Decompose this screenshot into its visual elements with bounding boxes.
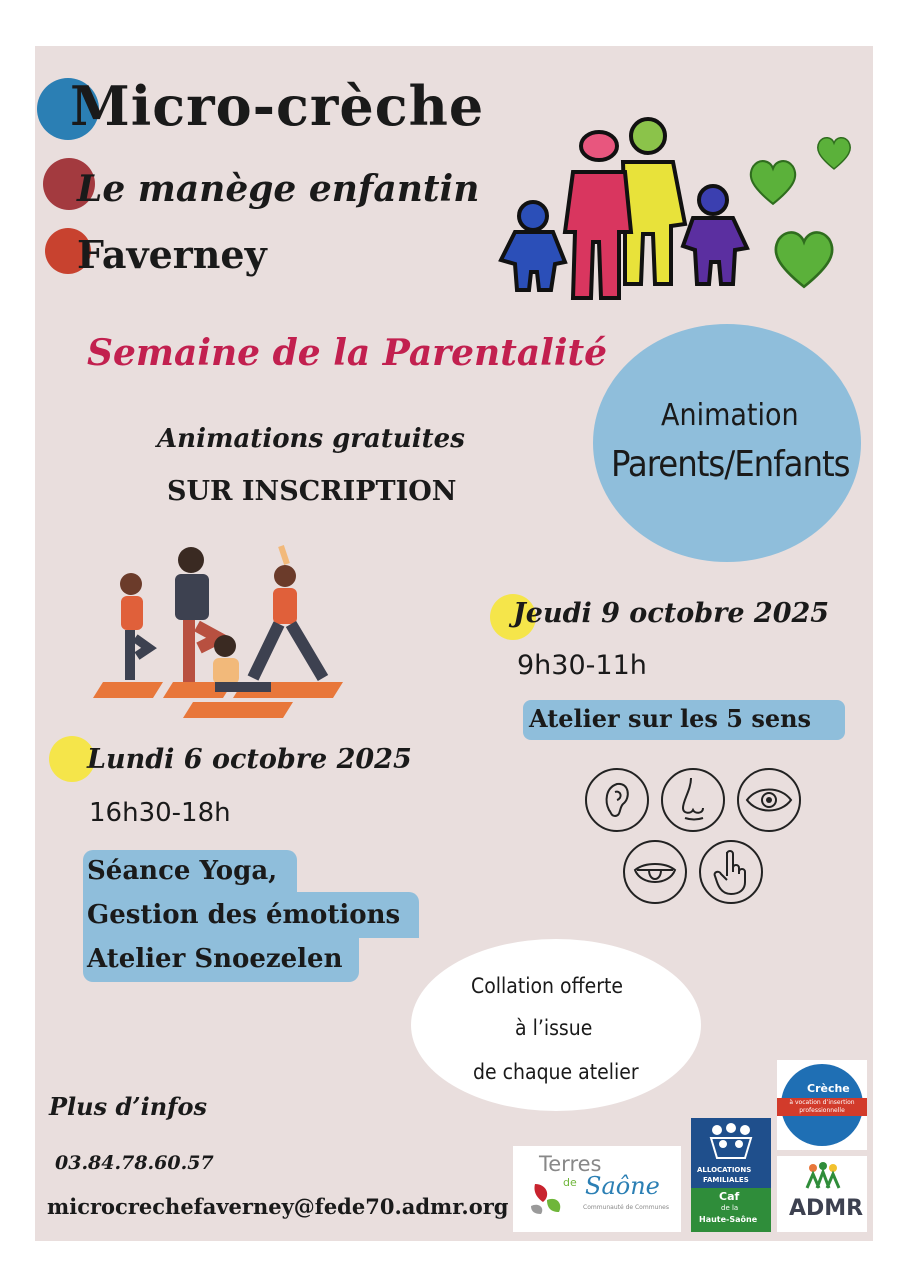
- caf-logo: [691, 1118, 771, 1232]
- snack-line-2: à l’issue: [515, 1016, 593, 1040]
- creche-insertion-logo: [777, 1060, 867, 1150]
- nose-icon: [661, 768, 725, 832]
- admr-text: ADMR: [789, 1196, 864, 1221]
- thursday-activity: Atelier sur les 5 sens: [529, 704, 812, 733]
- monday-activity-line: Atelier Snoezelen: [87, 944, 343, 974]
- creche-sub: à vocation d’insertion professionnelle: [789, 1099, 855, 1114]
- heart-icon: [815, 134, 853, 172]
- caf-line-5: Haute-Saône: [699, 1215, 758, 1224]
- bubble-line-1: Animation: [661, 398, 799, 433]
- monday-time: 16h30-18h: [89, 798, 231, 828]
- caf-family-icon: [705, 1122, 757, 1162]
- yoga-illustration: [93, 542, 353, 722]
- terres-de: de: [563, 1176, 577, 1189]
- leaf-icon: [527, 1178, 567, 1218]
- contact-phone: 03.84.78.60.57: [55, 1152, 214, 1174]
- creche-title: Crèche: [807, 1082, 850, 1095]
- touch-hand-icon: [699, 840, 763, 904]
- snack-line-1: Collation offerte: [471, 974, 624, 998]
- eye-icon: [737, 768, 801, 832]
- terres-line-2: Saône: [585, 1172, 660, 1200]
- ear-icon: [585, 768, 649, 832]
- bubble-line-2: Parents/Enfants: [611, 444, 850, 485]
- monday-activity-line: Gestion des émotions: [87, 900, 401, 930]
- title: Micro-crèche: [70, 74, 485, 138]
- admr-logo: [777, 1156, 867, 1232]
- caf-line-1: ALLOCATIONS: [697, 1166, 752, 1174]
- town: Faverney: [77, 232, 267, 277]
- caf-line-4: de la: [721, 1204, 739, 1212]
- poster: [35, 46, 873, 1241]
- heart-icon: [771, 226, 837, 292]
- subtitle: Le manège enfantin: [77, 168, 480, 210]
- event-name: Semaine de la Parentalité: [87, 332, 608, 374]
- terres-de-saone-logo: [513, 1146, 681, 1232]
- mouth-icon: [623, 840, 687, 904]
- family-illustration: [495, 114, 755, 304]
- animation-bubble: [593, 324, 861, 562]
- caf-line-3: Caf: [719, 1190, 740, 1203]
- contact-email[interactable]: microcrechefaverney@fede70.admr.org: [47, 1194, 509, 1219]
- admr-people-icon: [805, 1162, 841, 1190]
- monday-date: Lundi 6 octobre 2025: [87, 744, 412, 775]
- snack-line-3: de chaque atelier: [473, 1060, 639, 1084]
- contact-heading: Plus d’infos: [49, 1092, 208, 1121]
- thursday-time: 9h30-11h: [517, 650, 647, 681]
- free-line: Animations gratuites: [157, 424, 465, 454]
- terres-line-1: Terres: [539, 1152, 602, 1176]
- terres-sub: Communauté de Communes: [583, 1204, 669, 1211]
- monday-activity-line: Séance Yoga,: [87, 856, 278, 886]
- registration-line: SUR INSCRIPTION: [167, 476, 457, 507]
- caf-line-2: FAMILIALES: [703, 1176, 749, 1184]
- heart-icon: [747, 156, 799, 208]
- thursday-date: Jeudi 9 octobre 2025: [513, 598, 830, 629]
